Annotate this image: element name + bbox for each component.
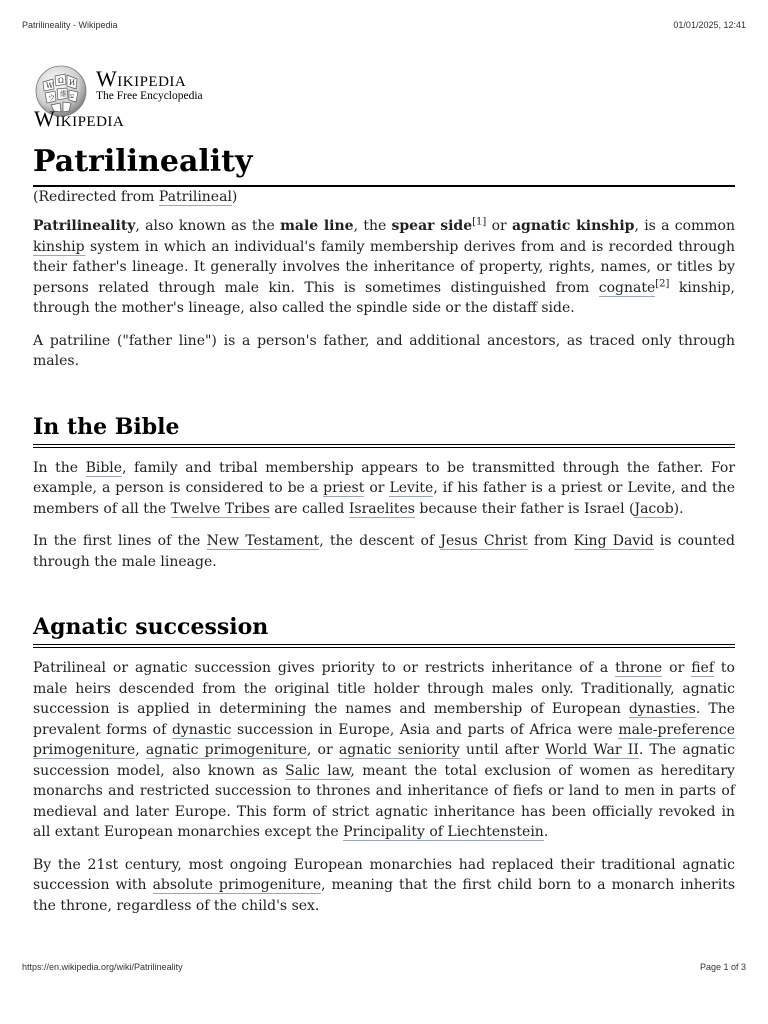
link-israelites[interactable]: Israelites [348, 500, 415, 517]
text: Patrilineal or agnatic succession gives priority to or restricts inheritance of a [33, 660, 616, 676]
print-header-datetime: 01/01/2025, 12:41 [673, 20, 746, 30]
bible-paragraph-2 [33, 531, 735, 572]
link-cognate[interactable]: cognate [598, 279, 656, 296]
text: from [527, 533, 574, 549]
text: , meaning that the first child born to a monarch inherits the throne, regardless of the child's sex. [33, 877, 735, 914]
print-footer-url: https://en.wikipedia.org/wiki/Patrilineality [22, 962, 183, 972]
link-jesus-christ[interactable]: Jesus Christ [440, 533, 528, 549]
text: , the [353, 218, 392, 234]
text: , family and tribal membership appears to be transmitted through the father. For example, a person is considered to be a [33, 459, 736, 496]
link-agnatic-primogeniture[interactable]: agnatic primogeniture [145, 742, 307, 758]
text: , meant the total exclusion of women as hereditary monarchs and restricted succession to thrones and inheritance of fiefs or land to men in parts of medieval and later Europe. This form of strict agnatic inheritance has been officially revoked in all extant European monarchies except the [33, 762, 735, 840]
text: , if his father is a priest or Levite, and the members of all the [33, 480, 735, 517]
wikipedia-wordmark: Wikipedia [96, 66, 187, 91]
link-agnatic-seniority[interactable]: agnatic seniority [338, 742, 460, 758]
print-footer-page: Page 1 of 3 [699, 962, 746, 972]
text: or [486, 218, 512, 234]
text: succession in Europe, Asia and parts of Africa were [231, 721, 619, 738]
section-heading-bible: In the Bible [33, 412, 735, 448]
text: By the 21st century, most ongoing European monarchies had replaced their traditional agnatic succession with [33, 856, 735, 893]
print-header-title: Patrilineality - Wikipedia [22, 20, 118, 30]
link-dynasties[interactable]: dynasties [628, 701, 696, 717]
print-footer [22, 962, 746, 972]
link-patrilineal[interactable]: Patrilineal [158, 189, 232, 205]
section-heading-agnatic-succession: Agnatic succession [33, 612, 735, 648]
link-kinship[interactable]: kinship [33, 238, 85, 255]
text: or [662, 660, 692, 676]
link-priest[interactable]: priest [323, 480, 365, 496]
citation-link[interactable]: [2] [655, 277, 670, 289]
text: , the descent of [319, 533, 441, 549]
redirect-notice [33, 187, 735, 207]
link-dynastic[interactable]: dynastic [171, 721, 232, 738]
redirect-prefix: (Redirected from [33, 189, 159, 205]
link-fief[interactable]: fief [691, 660, 715, 676]
text: , [135, 742, 146, 758]
text: , is a common [634, 218, 736, 234]
bible-paragraph-1 [33, 458, 735, 520]
intro-paragraph-1 [33, 216, 735, 319]
bold-term: spear side [391, 218, 473, 234]
wikipedia-logo[interactable] [33, 62, 333, 134]
link-levite[interactable]: Levite [389, 480, 434, 496]
text: system in which an individual's family membership derives from and is recorded through their father's lineage. It generally involves the inheritance of property, rights, names, or titles by persons related through male kin. This is sometimes distinguished from [33, 238, 735, 296]
text: to male heirs descended from the original title holder through males only. Traditionally, agnatic succession is applied in determining the names and membership of European [33, 660, 735, 717]
text: , also known as the [135, 218, 281, 234]
bold-term: male line [280, 218, 354, 234]
text: ). [673, 500, 684, 517]
citation-1[interactable] [472, 216, 486, 227]
text: or [364, 480, 390, 496]
link-male-preference-primogeniture[interactable]: male-preference primogeniture [33, 721, 736, 758]
citation-link[interactable]: [1] [472, 216, 487, 228]
bold-term: agnatic kinship [511, 218, 635, 234]
agnatic-paragraph-2 [33, 855, 735, 917]
text: In the first lines of the [33, 533, 207, 549]
wikipedia-wordmark-secondary: Wikipedia [34, 106, 125, 131]
svg-text:Ω: Ω [58, 77, 64, 85]
text: is counted through the male lineage. [33, 533, 735, 570]
text: . The agnatic succession model, also known as [33, 742, 735, 779]
text: . The prevalent forms of [33, 701, 735, 738]
svg-text:И: И [69, 79, 76, 87]
redirect-suffix: ) [231, 189, 238, 205]
text: . [543, 824, 549, 840]
text: are called [269, 500, 349, 517]
link-king-david[interactable]: King David [573, 533, 654, 549]
citation-2[interactable] [655, 278, 669, 289]
link-bible[interactable]: Bible [85, 459, 123, 476]
link-principality-of-liechtenstein[interactable]: Principality of Liechtenstein [343, 824, 544, 840]
page-title: Patrilineality [33, 140, 735, 187]
svg-text:維: 維 [60, 90, 67, 98]
print-header [22, 20, 746, 30]
intro-paragraph-2: A patriline ("father line") is a person's father, and additional ancestors, as traced only through males. [33, 332, 735, 369]
text: In the [33, 459, 86, 476]
link-new-testament[interactable]: New Testament [206, 533, 320, 549]
text: because their father is Israel ( [414, 500, 635, 517]
agnatic-paragraph-1 [33, 658, 735, 843]
link-throne[interactable]: throne [615, 660, 663, 676]
article-content [33, 140, 735, 916]
link-jacob[interactable]: Jacob [634, 500, 674, 517]
link-salic-law[interactable]: Salic law [285, 762, 351, 779]
bold-term: Patrilineality [33, 218, 136, 234]
link-world-war-ii[interactable]: World War II [545, 742, 639, 758]
link-twelve-tribes[interactable]: Twelve Tribes [170, 500, 270, 517]
svg-text:W: W [46, 82, 54, 90]
text: kinship, through the mother's lineage, also called the spindle side or the distaff side. [33, 279, 735, 316]
text: until after [459, 742, 546, 758]
text: , or [306, 742, 339, 758]
wikipedia-tagline: The Free Encyclopedia [96, 90, 203, 102]
svg-text:ウ: ウ [48, 94, 55, 102]
svg-text:ע: ע [70, 92, 74, 100]
link-absolute-primogeniture[interactable]: absolute primogeniture [152, 877, 322, 893]
